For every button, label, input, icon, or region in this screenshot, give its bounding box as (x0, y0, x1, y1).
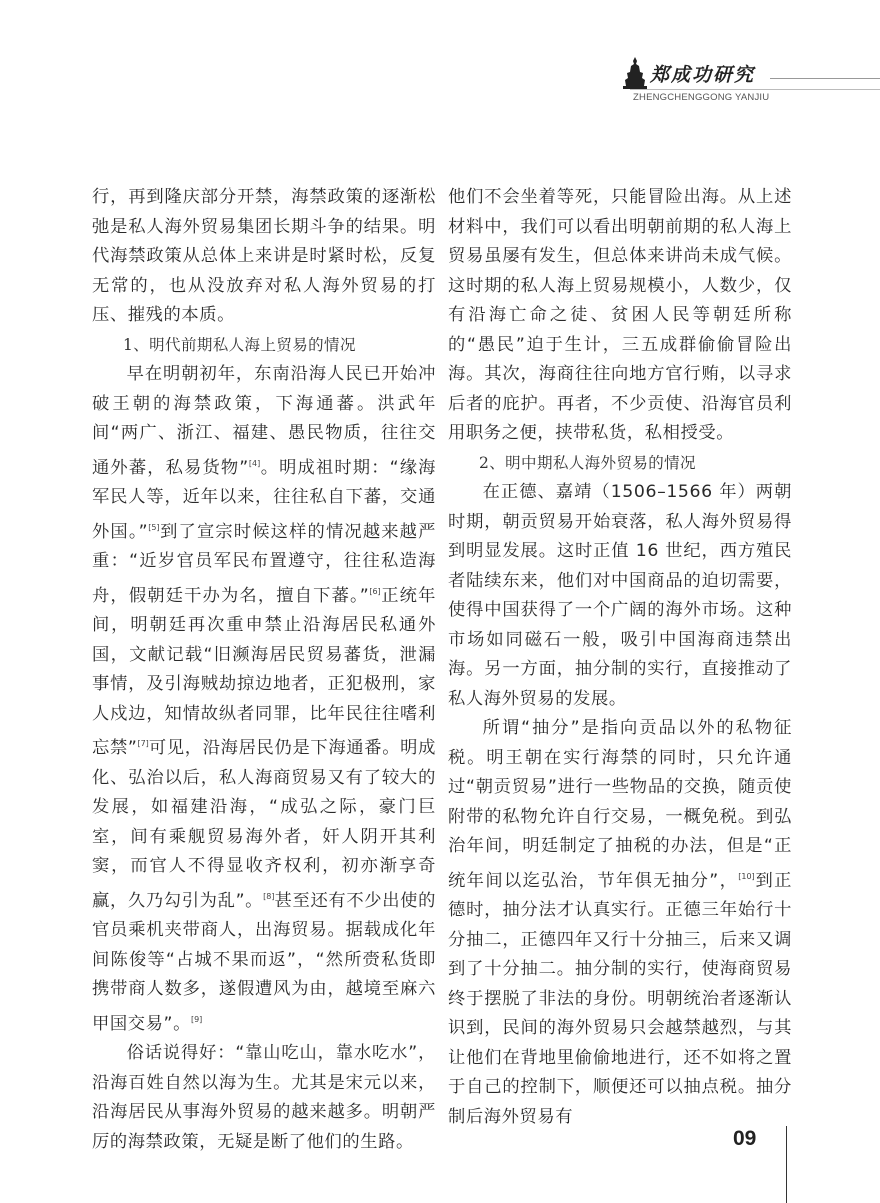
citation-ref: [5] (148, 522, 160, 532)
body-paragraph (448, 478, 792, 714)
text-run: 甚至还有不少出使的官员乘机夹带商人，出海贸易。据载成化年间陈俊等“占城不果而返”，“然所赍私货即携带商人数多，遂假遭风为由，越境至麻六甲国交易”。 (92, 890, 436, 1034)
citation-ref: [4] (248, 458, 261, 468)
citation-ref: [9] (190, 1014, 203, 1024)
text-run: 他们不会坐着等死，只能冒险出海。从上述材料中，我们可以看出明朝前期的私人海上贸易虽屡有发生，但总体来讲尚未成气候。这时期的私人海上贸易规模小，人数少，仅有沿海亡命之徒、贫困人民等朝廷所称的“愚民”迫于生计，三五成群偷偷冒险出海。其次，海商往往向地方官行贿，以寻求后者的庇护。再者，不少贡使、沿海官员利用职务之便，挟带私货，私相授受。 (448, 187, 792, 443)
section-heading (448, 449, 792, 479)
text-run: 1、明代前期私人海上贸易的情况 (123, 335, 356, 354)
body-paragraph (92, 360, 436, 1039)
text-run: 可见，沿海居民仍是下海通番。明成化、弘治以后，私人海商贸易又有了较大的发展，如福建沿海，“成弘之际，豪门巨室，间有乘舰贸易海外者，奸人阴开其利窦，而官人不得显收齐权利，初亦渐享奇赢，久乃勾引为乱”。 (92, 738, 436, 911)
text-run: 。明成祖时期：“缘海军民人等，近年以来，往往私自下蕃，交通外国。” (92, 457, 436, 542)
body-paragraph (92, 1039, 436, 1157)
citation-ref: [10] (738, 871, 755, 881)
text-run: 2、明中期私人海外贸易的情况 (479, 453, 696, 472)
body-paragraph (448, 714, 792, 1132)
journal-subtitle: ZHENGCHENGGONG YANJIU (633, 92, 770, 103)
citation-ref: [7] (137, 739, 149, 748)
header-underline (630, 89, 880, 90)
header-rule (770, 78, 880, 79)
left-text-column (92, 183, 436, 1157)
journal-header (622, 56, 880, 112)
text-run: 在正德、嘉靖（1506–1566 年）两朝时期，朝贡贸易开始衰落，私人海外贸易得到明显发展。这时正值 16 世纪，西方殖民者陆续东来，他们对中国商品的迫切需要，使得中国获得了一个广阔的海外市场。这种市场如同磁石一般，吸引中国海商违禁出海。另一方面，抽分制的实行，直接推动了私人海外贸易的发展。 (448, 482, 792, 709)
page-number: 09 (733, 1127, 757, 1150)
text-run: 到正德时，抽分法才认真实行。正德三年始行十分抽二，正德四年又行十分抽三，后来又调到了十分抽二。抽分制的实行，使海商贸易终于摆脱了非法的身份。明朝统治者逐渐认识到，民间的海外贸易只会越禁越烈，与其让他们在背地里偷偷地进行，还不如将之置于自己的控制下，顺便还可以抽点税。抽分制后海外贸易有 (448, 870, 792, 1127)
body-paragraph (92, 183, 436, 331)
text-run: 所谓“抽分”是指向贡品以外的私物征税。明王朝在实行海禁的同时，只允许通过“朝贡贸易”进行一些物品的交换，随贡使附带的私物允许自行交易，一概免税。到弘治年间，明廷制定了抽税的办法，但是“正统年间以迄弘治，节年俱无抽分”， (448, 718, 792, 891)
citation-ref: [6] (369, 586, 381, 596)
text-run: 正统年间，明朝廷再次重申禁止沿海居民私通外国，文献记载“旧濒海居民贸易蕃货，泄漏事情，及引海贼劫掠边地者，正犯极刑，家人戍边，知情故纵者同罪，比年民往往嗜利忘禁” (92, 585, 436, 758)
citation-ref: [8] (263, 891, 275, 901)
text-run: 早在明朝初年，东南沿海人民已开始冲破王朝的海禁政策，下海通蕃。洪武年间“两广、浙江、福建、愚民物质，往往交通外蕃，私易货物” (92, 364, 436, 478)
right-text-column (448, 183, 792, 1132)
text-run: 俗话说得好：“靠山吃山，靠水吃水”，沿海百姓自然以海为生。尤其是宋元以来，沿海居民从事海外贸易的越来越多。明朝严厉的海禁政策，无疑是断了他们的生路。 (92, 1043, 436, 1152)
text-run: 到了宣宗时候这样的情况越来越严重：“近岁官员军民布置遵守，往往私造海舟，假朝廷干办为名，擅自下蕃。” (92, 521, 436, 606)
section-heading (92, 331, 436, 361)
text-run: 行，再到隆庆部分开禁，海禁政策的逐渐松弛是私人海外贸易集团长期斗争的结果。明代海禁政策从总体上来讲是时紧时松，反复无常的，也从没放弃对私人海外贸易的打压、摧残的本质。 (92, 187, 436, 325)
page-number-rule (786, 1126, 787, 1203)
body-paragraph (448, 183, 792, 449)
journal-title: 郑成功研究 (650, 64, 756, 86)
